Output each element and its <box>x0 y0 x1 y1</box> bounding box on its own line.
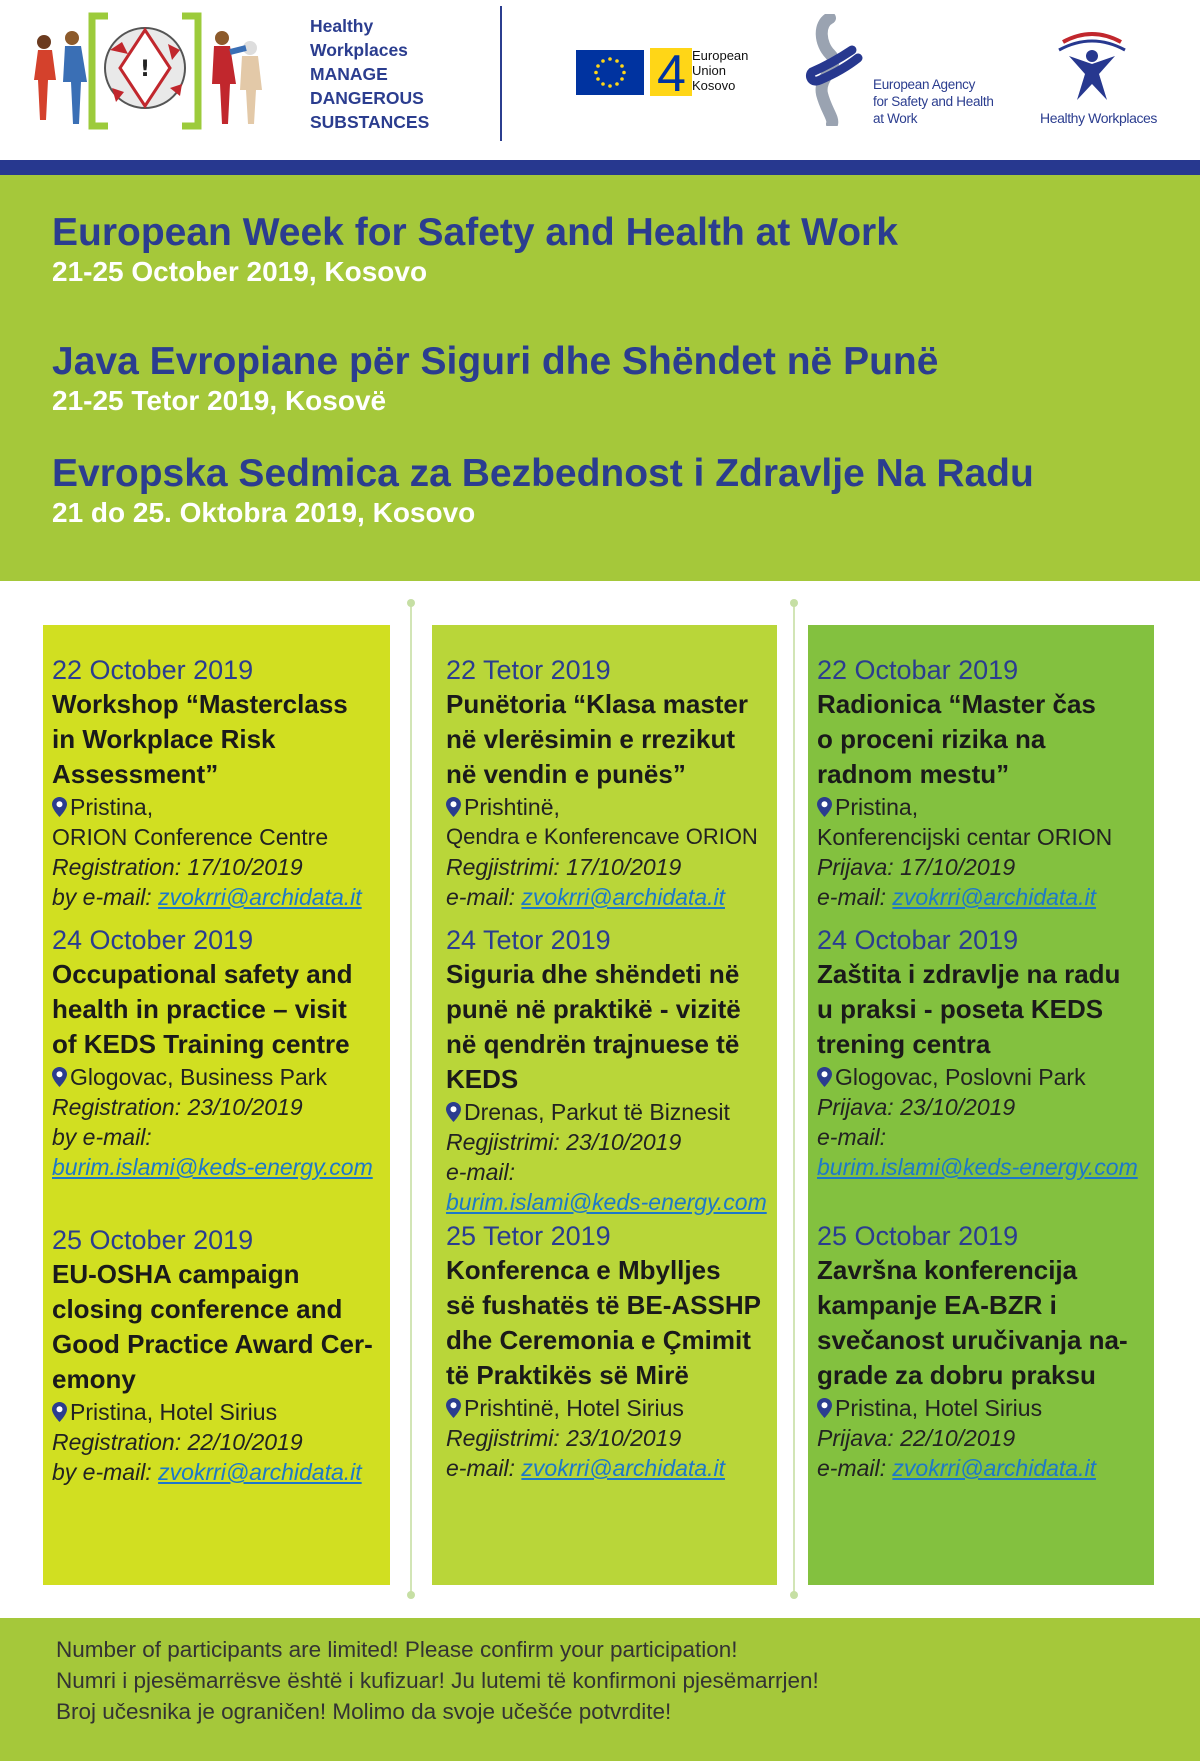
event-title-line: closing conference and <box>52 1294 343 1324</box>
eu-osha-name-line: European Agency <box>873 77 976 92</box>
event-registration: Registration: 17/10/2019 <box>52 854 303 880</box>
event-card <box>817 653 1154 912</box>
footer-line: Numri i pjesëmarrësve është i kufizuar! Ju lutemi të konfirmoni pjesëmarrjen! <box>56 1668 819 1693</box>
event-registration: Registration: 22/10/2019 <box>52 1429 303 1455</box>
event-location-line <box>52 1062 390 1092</box>
event-location-text: Prishtinë, Hotel Sirius <box>464 1395 684 1421</box>
event-date: 22 Octobar 2019 <box>817 655 1019 685</box>
event-location-line <box>52 1397 390 1427</box>
event-title-line: svečanost uručivanja na- <box>817 1325 1128 1355</box>
email-link[interactable]: zvokrri@archidata.it <box>521 1455 725 1481</box>
event-location <box>446 792 777 852</box>
email-link[interactable]: zvokrri@archidata.it <box>892 884 1096 910</box>
separator-dot <box>790 599 798 607</box>
events-column-albanian <box>432 625 777 1585</box>
event-title-line: kampanje EA-BZR i <box>817 1290 1057 1320</box>
title-albanian <box>52 340 938 418</box>
event-title-line: së fushatës të BE-ASSHP <box>446 1290 761 1320</box>
event-title-line: në vendin e punës” <box>446 759 686 789</box>
title-main: European Week for Safety and Health at Work <box>52 211 898 254</box>
event-title <box>52 957 390 1062</box>
event-title-line: Good Practice Award Cer- <box>52 1329 373 1359</box>
title-dates: 21-25 October 2019, Kosovo <box>52 256 428 287</box>
header-blue-band <box>0 160 1200 175</box>
location-pin-icon <box>817 1067 832 1087</box>
event-location <box>52 1062 390 1092</box>
event-location-text: Glogovac, Business Park <box>70 1064 327 1090</box>
event-date: 22 Tetor 2019 <box>446 655 611 685</box>
healthy-workplaces-label: Healthy Workplaces <box>1040 110 1158 126</box>
title-dates: 21 do 25. Oktobra 2019, Kosovo <box>52 497 476 528</box>
location-pin-icon <box>446 797 461 817</box>
event-title <box>446 1253 777 1393</box>
event-date: 24 Tetor 2019 <box>446 925 611 955</box>
event-title <box>817 1253 1154 1393</box>
eu-logo-line: European <box>692 48 749 63</box>
svg-text:!: ! <box>139 57 151 82</box>
campaign-title-line: Workplaces <box>310 40 408 60</box>
header <box>0 0 1200 160</box>
event-location-line: ORION Conference Centre <box>52 824 329 850</box>
event-location <box>446 1097 777 1127</box>
email-link[interactable]: burim.islami@keds-energy.com <box>817 1154 1138 1180</box>
event-location-line: Konferencijski centar ORION <box>817 824 1113 850</box>
event-location <box>817 1393 1154 1423</box>
email-link[interactable]: zvokrri@archidata.it <box>521 884 725 910</box>
eu-osha-name <box>873 76 994 127</box>
event-location-line <box>446 1393 777 1423</box>
event-registration: Prijava: 17/10/2019 <box>817 854 1016 880</box>
event-location-line: Qendra e Konferencave ORION <box>446 824 758 849</box>
event-title-line: Workshop “Masterclass <box>52 689 348 719</box>
event-location <box>52 792 390 852</box>
campaign-illustration <box>30 8 275 133</box>
event-location-line <box>446 792 777 822</box>
event-location-line <box>817 1062 1154 1092</box>
eu-logo-line: Kosovo <box>692 78 736 93</box>
event-date: 25 October 2019 <box>52 1225 254 1255</box>
event-title-line: të Praktikës së Mirë <box>446 1360 689 1390</box>
event-title-line: of KEDS Training centre <box>52 1029 350 1059</box>
eu-flag-icon <box>576 50 644 95</box>
campaign-title-line: DANGEROUS <box>310 88 424 108</box>
eu-osha-name-line: at Work <box>873 111 918 126</box>
title-serbian <box>52 452 1034 530</box>
title-main: Java Evropiane për Siguri dhe Shëndet në Punë <box>52 340 939 383</box>
event-title-line: u praksi - poseta KEDS <box>817 994 1104 1024</box>
event-card <box>446 923 777 1217</box>
campaign-title-line: Healthy <box>310 16 374 36</box>
event-registration: Prijava: 22/10/2019 <box>817 1425 1016 1451</box>
event-title-line: Konferenca e Mbylljes <box>446 1255 721 1285</box>
event-card <box>52 923 390 1182</box>
event-title-line: in Workplace Risk <box>52 724 276 754</box>
event-email-row <box>817 1152 1154 1182</box>
event-email-row <box>446 1187 777 1217</box>
event-location <box>817 792 1154 852</box>
eu-logo-number: 4 <box>657 45 686 103</box>
event-title-line: Zaštita i zdravlje na radu <box>817 959 1121 989</box>
event-email-row <box>52 1152 390 1182</box>
event-location-line <box>817 792 1154 822</box>
location-pin-icon <box>52 1402 67 1422</box>
event-title-line: Siguria dhe shëndeti në <box>446 959 740 989</box>
event-title-line: KEDS <box>446 1064 519 1094</box>
location-pin-icon <box>52 797 67 817</box>
event-date: 25 Octobar 2019 <box>817 1221 1019 1251</box>
event-title-line: dhe Ceremonia e Çmimit <box>446 1325 751 1355</box>
title-band <box>0 175 1200 581</box>
campaign-title <box>310 14 500 134</box>
event-location-line <box>446 1097 777 1127</box>
event-email-row <box>52 882 390 912</box>
email-label: e-mail: <box>817 1455 887 1481</box>
event-title-line: në vlerësimin e rrezikut <box>446 724 736 754</box>
campaign-title-line: MANAGE <box>310 64 388 84</box>
event-title <box>817 957 1154 1062</box>
email-label: e-mail: <box>446 884 516 910</box>
email-link[interactable]: burim.islami@keds-energy.com <box>446 1189 767 1215</box>
event-location-text: Drenas, Parkut të Biznesit <box>464 1099 730 1125</box>
event-location-text: Pristina, Hotel Sirius <box>835 1395 1043 1421</box>
event-card <box>52 653 390 912</box>
event-title <box>52 687 390 792</box>
event-registration: Registration: 23/10/2019 <box>52 1094 303 1120</box>
footer <box>0 1618 1200 1761</box>
event-title-line: EU-OSHA campaign <box>52 1259 300 1289</box>
location-pin-icon <box>817 797 832 817</box>
event-title-line: radnom mestu” <box>817 759 1010 789</box>
event-title-line: Occupational safety and <box>52 959 353 989</box>
eu-logo-text <box>692 48 748 93</box>
event-registration: Regjistrimi: 23/10/2019 <box>446 1425 682 1451</box>
event-title-line: Završna konferencija <box>817 1255 1078 1285</box>
event-location-text: Prishtinë, <box>464 794 560 820</box>
location-pin-icon <box>817 1398 832 1418</box>
event-date: 25 Tetor 2019 <box>446 1221 611 1251</box>
event-location-text: Glogovac, Poslovni Park <box>835 1064 1086 1090</box>
event-email-row <box>817 1453 1154 1483</box>
event-email-row <box>52 1457 390 1487</box>
eu-logo-line: Union <box>692 63 726 78</box>
event-registration: Prijava: 23/10/2019 <box>817 1094 1016 1120</box>
header-divider <box>500 6 502 141</box>
separator-dot <box>407 1591 415 1599</box>
event-card <box>817 1219 1154 1483</box>
email-label: e-mail: <box>817 884 887 910</box>
event-title-line: Radionica “Master čas <box>817 689 1096 719</box>
footer-line: Broj učesnika je ograničen! Molimo da svoje učešće potvrdite! <box>56 1699 672 1724</box>
separator-dot <box>407 599 415 607</box>
email-label: by e-mail: <box>52 884 152 910</box>
email-label: e-mail: <box>446 1455 516 1481</box>
event-location-text: Pristina, <box>70 794 154 820</box>
email-link[interactable]: zvokrri@archidata.it <box>158 1459 362 1485</box>
healthy-workplaces-logo-icon <box>1055 26 1130 106</box>
location-pin-icon <box>52 1067 67 1087</box>
location-pin-icon <box>446 1398 461 1418</box>
event-title-line: health in practice – visit <box>52 994 347 1024</box>
event-card <box>817 923 1154 1182</box>
event-location-text: Pristina, Hotel Sirius <box>70 1399 278 1425</box>
event-title-line: Punëtoria “Klasa master <box>446 689 749 719</box>
campaign-title-line: SUBSTANCES <box>310 112 430 132</box>
eu-osha-logo-icon <box>800 14 875 126</box>
title-main: Evropska Sedmica za Bezbednost i Zdravlje Na Radu <box>52 452 1034 495</box>
event-date: 24 October 2019 <box>52 925 254 955</box>
event-email-row <box>817 882 1154 912</box>
events-column-serbian <box>808 625 1154 1585</box>
event-title-line: Assessment” <box>52 759 219 789</box>
email-label: by e-mail: <box>52 1124 152 1150</box>
separator-dot <box>790 1591 798 1599</box>
event-email-row <box>446 882 777 912</box>
event-registration: Regjistrimi: 23/10/2019 <box>446 1129 682 1155</box>
event-card <box>446 653 777 912</box>
email-link[interactable]: burim.islami@keds-energy.com <box>52 1154 373 1180</box>
footer-line: Number of participants are limited! Please confirm your participation! <box>56 1637 738 1662</box>
footer-notice <box>56 1634 819 1727</box>
event-title <box>446 957 777 1097</box>
event-card <box>52 1223 390 1487</box>
event-email-row <box>446 1453 777 1483</box>
event-date: 24 Octobar 2019 <box>817 925 1019 955</box>
location-pin-icon <box>446 1102 461 1122</box>
eu-for-kosovo-logo <box>650 45 692 103</box>
event-title-line: emony <box>52 1364 136 1394</box>
event-location-line <box>817 1393 1154 1423</box>
email-link[interactable]: zvokrri@archidata.it <box>158 884 362 910</box>
email-link[interactable]: zvokrri@archidata.it <box>892 1455 1096 1481</box>
event-location <box>52 1397 390 1427</box>
event-title <box>446 687 777 792</box>
event-title-line: grade za dobru praksu <box>817 1360 1096 1390</box>
email-label: by e-mail: <box>52 1459 152 1485</box>
event-location <box>446 1393 777 1423</box>
event-title-line: trening centra <box>817 1029 991 1059</box>
title-dates: 21-25 Tetor 2019, Kosovë <box>52 385 387 416</box>
event-title-line: punë në praktikë - vizitë <box>446 994 741 1024</box>
event-card <box>446 1219 777 1483</box>
column-separator <box>793 605 795 1595</box>
events-column-english <box>43 625 390 1585</box>
event-date: 22 October 2019 <box>52 655 254 685</box>
eu-osha-name-line: for Safety and Health <box>873 94 994 109</box>
title-english <box>52 211 898 289</box>
event-location-line <box>52 792 390 822</box>
event-location <box>817 1062 1154 1092</box>
event-location-text: Pristina, <box>835 794 919 820</box>
event-title-line: në qendrën trajnuese të <box>446 1029 740 1059</box>
column-separator <box>410 605 412 1595</box>
event-title <box>52 1257 390 1397</box>
email-label: e-mail: <box>446 1159 516 1185</box>
email-label: e-mail: <box>817 1124 887 1150</box>
event-title-line: o proceni rizika na <box>817 724 1046 754</box>
event-registration: Regjistrimi: 17/10/2019 <box>446 854 682 880</box>
event-title <box>817 687 1154 792</box>
